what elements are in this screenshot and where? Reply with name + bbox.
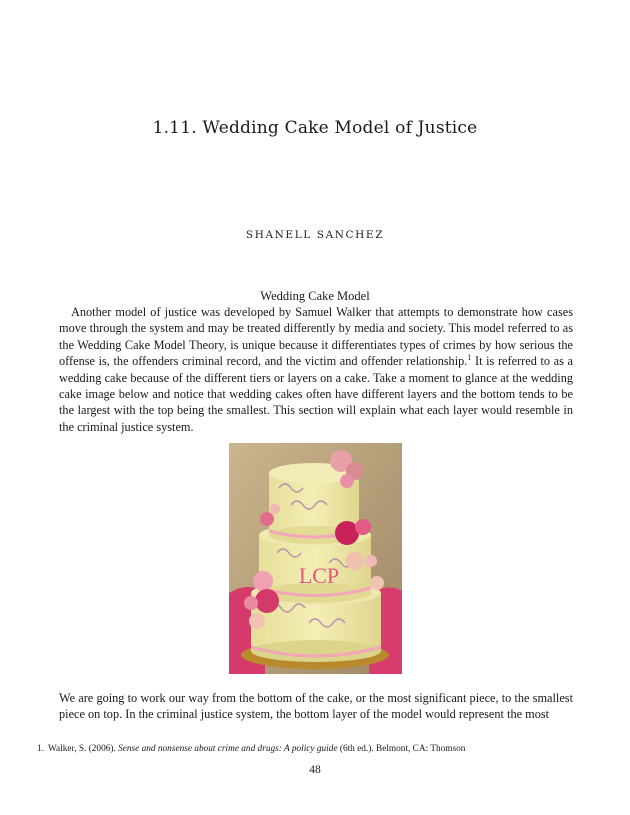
- paragraph-1-text-b: It is referred to as a wedding cake because of the different tiers or layers on a cake. Take a moment to glance at the wedding cake image below and notice that wedding cakes often have different layers and the bottom tends to be the largest with the top being the smallest. This section will explain what each layer would resemble in the criminal justice system.: [59, 354, 574, 434]
- footnote-text-a: Walker, S. (2006).: [47, 744, 119, 754]
- cake-illustration: [229, 443, 402, 674]
- chapter-title: 1.11. Wedding Cake Model of Justice: [152, 118, 478, 138]
- author-name: SHANELL SANCHEZ: [245, 229, 385, 241]
- cake-monogram: LCP: [298, 563, 340, 588]
- body-paragraph-1: [59, 304, 573, 435]
- footnote: [37, 744, 465, 754]
- body-paragraph-2: We are going to work our way from the bottom of the cake, or the most significant piece, to the smallest piece on top. In the criminal justice system, the bottom layer of the model would represent the most: [59, 691, 573, 722]
- paragraph-1-text-a: Another model of justice was developed by Samuel Walker that attempts to demonstrate how cases move through the system and may be treated differently by media and society. This model referred to as the Wedding Cake Model Theory, is unique because it differentiates types of crimes by how serious the offense is, the offenders criminal record, and the victim and offender relationship.: [59, 305, 573, 369]
- page-number: 48: [309, 764, 321, 776]
- footnote-book-title: Sense and nonsense about crime and drugs: A policy guide: [118, 744, 338, 754]
- footnote-number: 1.: [37, 744, 44, 754]
- footnote-text-b: (6th ed.). Belmont, CA: Thomson: [337, 744, 466, 754]
- footnote-reference[interactable]: 1: [467, 353, 472, 363]
- wedding-cake-image: [229, 443, 402, 674]
- section-heading: Wedding Cake Model: [260, 289, 370, 303]
